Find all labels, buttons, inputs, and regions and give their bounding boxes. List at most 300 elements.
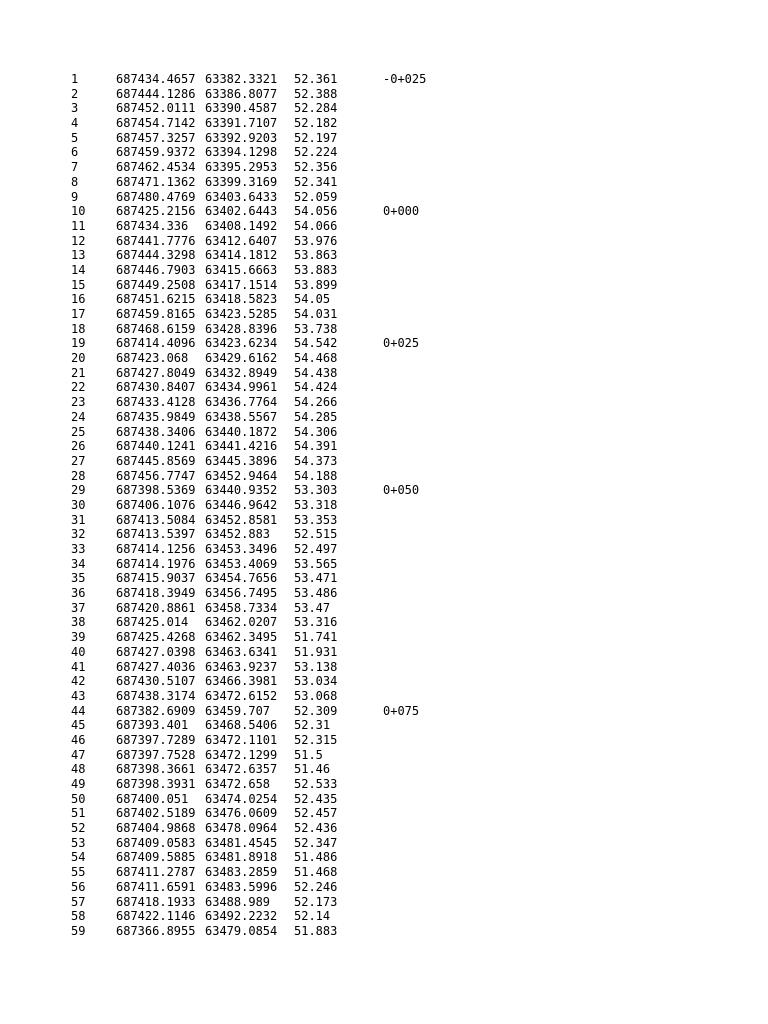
- elevation-value: 52.347: [294, 835, 338, 850]
- easting-value: 687423.068: [116, 351, 189, 366]
- easting-value: 687425.014: [116, 615, 189, 630]
- table-row: [0, 425, 768, 440]
- chainage-label: -0+025: [383, 72, 427, 86]
- table-row: [0, 909, 768, 924]
- easting-value: 687468.6159: [116, 321, 196, 336]
- northing-value: 63474.0254: [205, 791, 278, 806]
- point-number: 11: [71, 218, 86, 233]
- northing-value: 63488.989: [205, 894, 271, 909]
- northing-value: 63382.3321: [205, 72, 278, 86]
- elevation-value: 54.542: [294, 336, 338, 351]
- elevation-value: 54.066: [294, 218, 338, 233]
- northing-value: 63417.1514: [205, 277, 278, 292]
- elevation-value: 54.468: [294, 351, 338, 366]
- easting-value: 687382.6909: [116, 703, 196, 718]
- northing-value: 63392.9203: [205, 130, 278, 145]
- easting-value: 687406.1076: [116, 497, 196, 512]
- table-row: [0, 175, 768, 190]
- elevation-value: 52.361: [294, 72, 338, 86]
- point-number: 26: [71, 439, 86, 454]
- elevation-value: 51.5: [294, 747, 323, 762]
- easting-value: 687433.4128: [116, 395, 196, 410]
- elevation-value: 52.435: [294, 791, 338, 806]
- easting-value: 687418.1933: [116, 894, 196, 909]
- elevation-value: 53.976: [294, 233, 338, 248]
- northing-value: 63440.1872: [205, 424, 278, 439]
- point-number: 55: [71, 865, 86, 880]
- northing-value: 63429.6162: [205, 351, 278, 366]
- elevation-value: 52.182: [294, 116, 338, 131]
- point-number: 38: [71, 615, 86, 630]
- elevation-value: 54.438: [294, 365, 338, 380]
- northing-value: 63456.7495: [205, 586, 278, 601]
- point-number: 59: [71, 923, 86, 938]
- easting-value: 687438.3406: [116, 424, 196, 439]
- elevation-value: 52.341: [294, 174, 338, 189]
- elevation-value: 52.224: [294, 145, 338, 160]
- northing-value: 63390.4587: [205, 101, 278, 116]
- elevation-value: 52.356: [294, 160, 338, 175]
- elevation-value: 52.533: [294, 777, 338, 791]
- table-row: [0, 483, 768, 498]
- northing-value: 63459.707: [205, 703, 271, 718]
- table-row: [0, 395, 768, 410]
- table-row: [0, 821, 768, 836]
- easting-value: 687414.1256: [116, 542, 196, 556]
- table-row: [0, 806, 768, 821]
- point-number: 34: [71, 556, 86, 571]
- northing-value: 63441.4216: [205, 439, 278, 454]
- point-number: 21: [71, 365, 86, 380]
- elevation-value: 53.068: [294, 688, 338, 703]
- survey-points-table: [0, 72, 768, 939]
- elevation-value: 52.315: [294, 732, 338, 747]
- easting-value: 687435.9849: [116, 409, 196, 424]
- northing-value: 63446.9642: [205, 497, 278, 512]
- northing-value: 63452.9464: [205, 468, 278, 483]
- northing-value: 63403.6433: [205, 189, 278, 204]
- point-number: 45: [71, 718, 86, 733]
- northing-value: 63472.1101: [205, 732, 278, 747]
- easting-value: 687409.5885: [116, 850, 196, 865]
- northing-value: 63462.3495: [205, 630, 278, 645]
- easting-value: 687444.3298: [116, 248, 196, 263]
- point-number: 2: [71, 86, 79, 101]
- northing-value: 63428.8396: [205, 321, 278, 336]
- easting-value: 687415.9037: [116, 571, 196, 586]
- easting-value: 687445.8569: [116, 453, 196, 468]
- table-row: [0, 527, 768, 542]
- easting-value: 687459.8165: [116, 307, 196, 321]
- northing-value: 63386.8077: [205, 86, 278, 101]
- table-row: [0, 792, 768, 807]
- northing-value: 63445.3896: [205, 453, 278, 468]
- elevation-value: 52.173: [294, 894, 338, 909]
- elevation-value: 54.424: [294, 380, 338, 395]
- elevation-value: 54.391: [294, 439, 338, 454]
- table-row: [0, 571, 768, 586]
- point-number: 5: [71, 130, 79, 145]
- elevation-value: 53.471: [294, 571, 338, 586]
- easting-value: 687398.3931: [116, 777, 196, 791]
- easting-value: 687459.9372: [116, 145, 196, 160]
- elevation-value: 51.741: [294, 630, 338, 645]
- easting-value: 687440.1241: [116, 439, 196, 454]
- northing-value: 63472.6152: [205, 688, 278, 703]
- elevation-value: 52.388: [294, 86, 338, 101]
- northing-value: 63395.2953: [205, 160, 278, 175]
- northing-value: 63463.6341: [205, 644, 278, 659]
- northing-value: 63402.6443: [205, 204, 278, 219]
- table-row: [0, 87, 768, 102]
- elevation-value: 53.303: [294, 483, 338, 498]
- elevation-value: 53.318: [294, 497, 338, 512]
- easting-value: 687398.3661: [116, 762, 196, 777]
- northing-value: 63454.7656: [205, 571, 278, 586]
- elevation-value: 52.14: [294, 909, 331, 924]
- easting-value: 687462.4534: [116, 160, 196, 175]
- easting-value: 687425.2156: [116, 204, 196, 219]
- northing-value: 63472.658: [205, 777, 271, 791]
- table-row: [0, 219, 768, 234]
- elevation-value: 51.46: [294, 762, 331, 777]
- chainage-label: 0+000: [383, 204, 420, 219]
- table-row: [0, 160, 768, 175]
- easting-value: 687457.3257: [116, 130, 196, 145]
- easting-value: 687449.2508: [116, 277, 196, 292]
- easting-value: 687411.6591: [116, 879, 196, 894]
- northing-value: 63481.4545: [205, 835, 278, 850]
- northing-value: 63438.5567: [205, 409, 278, 424]
- northing-value: 63453.4069: [205, 556, 278, 571]
- elevation-value: 51.486: [294, 850, 338, 865]
- table-row: [0, 660, 768, 675]
- point-number: 37: [71, 600, 86, 615]
- table-row: [0, 836, 768, 851]
- table-row: [0, 880, 768, 895]
- table-row: [0, 557, 768, 572]
- table-row: [0, 278, 768, 293]
- table-row: [0, 865, 768, 880]
- point-number: 24: [71, 409, 86, 424]
- table-row: [0, 704, 768, 719]
- easting-value: 687413.5397: [116, 527, 196, 542]
- easting-value: 687430.8407: [116, 380, 196, 395]
- point-number: 40: [71, 644, 86, 659]
- easting-value: 687430.5107: [116, 674, 196, 689]
- point-number: 13: [71, 248, 86, 263]
- elevation-value: 51.931: [294, 644, 338, 659]
- point-number: 8: [71, 174, 79, 189]
- northing-value: 63432.8949: [205, 365, 278, 380]
- table-row: [0, 322, 768, 337]
- point-number: 6: [71, 145, 79, 160]
- easting-value: 687427.4036: [116, 659, 196, 674]
- point-number: 12: [71, 233, 86, 248]
- elevation-value: 52.497: [294, 542, 338, 556]
- elevation-value: 52.31: [294, 718, 331, 733]
- point-number: 19: [71, 336, 86, 351]
- easting-value: 687434.4657: [116, 72, 196, 86]
- northing-value: 63453.3496: [205, 542, 278, 556]
- table-row: [0, 498, 768, 513]
- northing-value: 63492.2232: [205, 909, 278, 924]
- point-number: 3: [71, 101, 79, 116]
- easting-value: 687402.5189: [116, 806, 196, 821]
- elevation-value: 51.468: [294, 865, 338, 880]
- easting-value: 687414.1976: [116, 556, 196, 571]
- table-row: [0, 674, 768, 689]
- elevation-value: 52.246: [294, 879, 338, 894]
- point-number: 35: [71, 571, 86, 586]
- table-row: [0, 513, 768, 528]
- point-number: 51: [71, 806, 86, 821]
- easting-value: 687427.0398: [116, 644, 196, 659]
- point-number: 54: [71, 850, 86, 865]
- table-row: [0, 469, 768, 484]
- elevation-value: 54.031: [294, 307, 338, 321]
- elevation-value: 52.457: [294, 806, 338, 821]
- northing-value: 63394.1298: [205, 145, 278, 160]
- elevation-value: 53.565: [294, 556, 338, 571]
- table-row: [0, 380, 768, 395]
- elevation-value: 54.05: [294, 292, 331, 307]
- table-row: [0, 777, 768, 792]
- northing-value: 63478.0964: [205, 821, 278, 836]
- easting-value: 687441.7776: [116, 233, 196, 248]
- elevation-value: 52.059: [294, 189, 338, 204]
- elevation-value: 52.436: [294, 821, 338, 836]
- easting-value: 687398.5369: [116, 483, 196, 498]
- point-number: 50: [71, 791, 86, 806]
- table-row: [0, 131, 768, 146]
- table-row: [0, 248, 768, 263]
- easting-value: 687451.6215: [116, 292, 196, 307]
- elevation-value: 51.883: [294, 923, 338, 938]
- northing-value: 63423.5285: [205, 307, 278, 321]
- northing-value: 63452.883: [205, 527, 271, 542]
- easting-value: 687434.336: [116, 218, 189, 233]
- table-row: [0, 924, 768, 939]
- elevation-value: 54.056: [294, 204, 338, 219]
- northing-value: 63468.5406: [205, 718, 278, 733]
- northing-value: 63463.9237: [205, 659, 278, 674]
- easting-value: 687471.1362: [116, 174, 196, 189]
- point-number: 49: [71, 777, 86, 791]
- elevation-value: 54.266: [294, 395, 338, 410]
- table-row: [0, 586, 768, 601]
- easting-value: 687420.8861: [116, 600, 196, 615]
- easting-value: 687413.5084: [116, 512, 196, 527]
- point-number: 43: [71, 688, 86, 703]
- table-row: [0, 145, 768, 160]
- easting-value: 687397.7289: [116, 732, 196, 747]
- elevation-value: 53.863: [294, 248, 338, 263]
- point-number: 36: [71, 586, 86, 601]
- elevation-value: 53.47: [294, 600, 331, 615]
- northing-value: 63452.8581: [205, 512, 278, 527]
- northing-value: 63412.6407: [205, 233, 278, 248]
- table-row: [0, 336, 768, 351]
- table-row: [0, 190, 768, 205]
- easting-value: 687456.7747: [116, 468, 196, 483]
- point-number: 32: [71, 527, 86, 542]
- point-number: 31: [71, 512, 86, 527]
- northing-value: 63418.5823: [205, 292, 278, 307]
- easting-value: 687480.4769: [116, 189, 196, 204]
- northing-value: 63483.2859: [205, 865, 278, 880]
- elevation-value: 53.353: [294, 512, 338, 527]
- elevation-value: 53.486: [294, 586, 338, 601]
- point-number: 52: [71, 821, 86, 836]
- table-row: [0, 307, 768, 322]
- northing-value: 63436.7764: [205, 395, 278, 410]
- elevation-value: 54.188: [294, 468, 338, 483]
- elevation-value: 53.883: [294, 262, 338, 277]
- northing-value: 63466.3981: [205, 674, 278, 689]
- elevation-value: 53.738: [294, 321, 338, 336]
- northing-value: 63479.0854: [205, 923, 278, 938]
- easting-value: 687425.4268: [116, 630, 196, 645]
- elevation-value: 52.197: [294, 130, 338, 145]
- elevation-value: 54.306: [294, 424, 338, 439]
- point-number: 42: [71, 674, 86, 689]
- point-number: 29: [71, 483, 86, 498]
- table-row: [0, 645, 768, 660]
- northing-value: 63434.9961: [205, 380, 278, 395]
- point-number: 41: [71, 659, 86, 674]
- elevation-value: 54.373: [294, 453, 338, 468]
- table-row: [0, 542, 768, 557]
- point-number: 39: [71, 630, 86, 645]
- northing-value: 63476.0609: [205, 806, 278, 821]
- northing-value: 63483.5996: [205, 879, 278, 894]
- point-number: 47: [71, 747, 86, 762]
- northing-value: 63399.3169: [205, 174, 278, 189]
- table-row: [0, 630, 768, 645]
- table-row: [0, 718, 768, 733]
- point-number: 14: [71, 262, 86, 277]
- northing-value: 63458.7334: [205, 600, 278, 615]
- table-row: [0, 601, 768, 616]
- point-number: 16: [71, 292, 86, 307]
- point-number: 20: [71, 351, 86, 366]
- point-number: 18: [71, 321, 86, 336]
- point-number: 44: [71, 703, 86, 718]
- easting-value: 687404.9868: [116, 821, 196, 836]
- chainage-label: 0+075: [383, 703, 420, 718]
- table-row: [0, 410, 768, 425]
- easting-value: 687397.7528: [116, 747, 196, 762]
- easting-value: 687409.0583: [116, 835, 196, 850]
- table-row: [0, 615, 768, 630]
- elevation-value: 52.284: [294, 101, 338, 116]
- easting-value: 687411.2787: [116, 865, 196, 880]
- point-number: 46: [71, 732, 86, 747]
- point-number: 10: [71, 204, 86, 219]
- easting-value: 687393.401: [116, 718, 189, 733]
- northing-value: 63472.1299: [205, 747, 278, 762]
- table-row: [0, 733, 768, 748]
- point-number: 9: [71, 189, 79, 204]
- northing-value: 63423.6234: [205, 336, 278, 351]
- table-row: [0, 116, 768, 131]
- elevation-value: 53.138: [294, 659, 338, 674]
- elevation-value: 52.309: [294, 703, 338, 718]
- easting-value: 687418.3949: [116, 586, 196, 601]
- point-number: 4: [71, 116, 79, 131]
- northing-value: 63440.9352: [205, 483, 278, 498]
- northing-value: 63481.8918: [205, 850, 278, 865]
- point-number: 53: [71, 835, 86, 850]
- elevation-value: 53.034: [294, 674, 338, 689]
- table-row: [0, 748, 768, 763]
- point-number: 48: [71, 762, 86, 777]
- point-number: 7: [71, 160, 79, 175]
- point-number: 27: [71, 453, 86, 468]
- point-number: 57: [71, 894, 86, 909]
- table-row: [0, 454, 768, 469]
- point-number: 58: [71, 909, 86, 924]
- easting-value: 687414.4096: [116, 336, 196, 351]
- point-number: 15: [71, 277, 86, 292]
- easting-value: 687427.8049: [116, 365, 196, 380]
- easting-value: 687400.051: [116, 791, 189, 806]
- elevation-value: 53.316: [294, 615, 338, 630]
- point-number: 25: [71, 424, 86, 439]
- table-row: [0, 234, 768, 249]
- elevation-value: 53.899: [294, 277, 338, 292]
- northing-value: 63462.0207: [205, 615, 278, 630]
- point-number: 22: [71, 380, 86, 395]
- northing-value: 63415.6663: [205, 262, 278, 277]
- table-row: [0, 366, 768, 381]
- table-row: [0, 895, 768, 910]
- northing-value: 63408.1492: [205, 218, 278, 233]
- point-number: 30: [71, 497, 86, 512]
- northing-value: 63391.7107: [205, 116, 278, 131]
- table-row: [0, 204, 768, 219]
- table-row: [0, 292, 768, 307]
- elevation-value: 52.515: [294, 527, 338, 542]
- table-row: [0, 689, 768, 704]
- table-row: [0, 263, 768, 278]
- point-number: 1: [71, 72, 79, 86]
- chainage-label: 0+025: [383, 336, 420, 351]
- table-row: [0, 351, 768, 366]
- easting-value: 687366.8955: [116, 923, 196, 938]
- easting-value: 687454.7142: [116, 116, 196, 131]
- northing-value: 63414.1812: [205, 248, 278, 263]
- easting-value: 687446.7903: [116, 262, 196, 277]
- easting-value: 687438.3174: [116, 688, 196, 703]
- chainage-label: 0+050: [383, 483, 420, 498]
- point-number: 23: [71, 395, 86, 410]
- table-row: [0, 439, 768, 454]
- table-row: [0, 762, 768, 777]
- point-number: 56: [71, 879, 86, 894]
- easting-value: 687452.0111: [116, 101, 196, 116]
- point-number: 17: [71, 307, 86, 321]
- easting-value: 687444.1286: [116, 86, 196, 101]
- table-row: [0, 101, 768, 116]
- northing-value: 63472.6357: [205, 762, 278, 777]
- table-row: [0, 72, 768, 87]
- elevation-value: 54.285: [294, 409, 338, 424]
- point-number: 28: [71, 468, 86, 483]
- easting-value: 687422.1146: [116, 909, 196, 924]
- table-row: [0, 850, 768, 865]
